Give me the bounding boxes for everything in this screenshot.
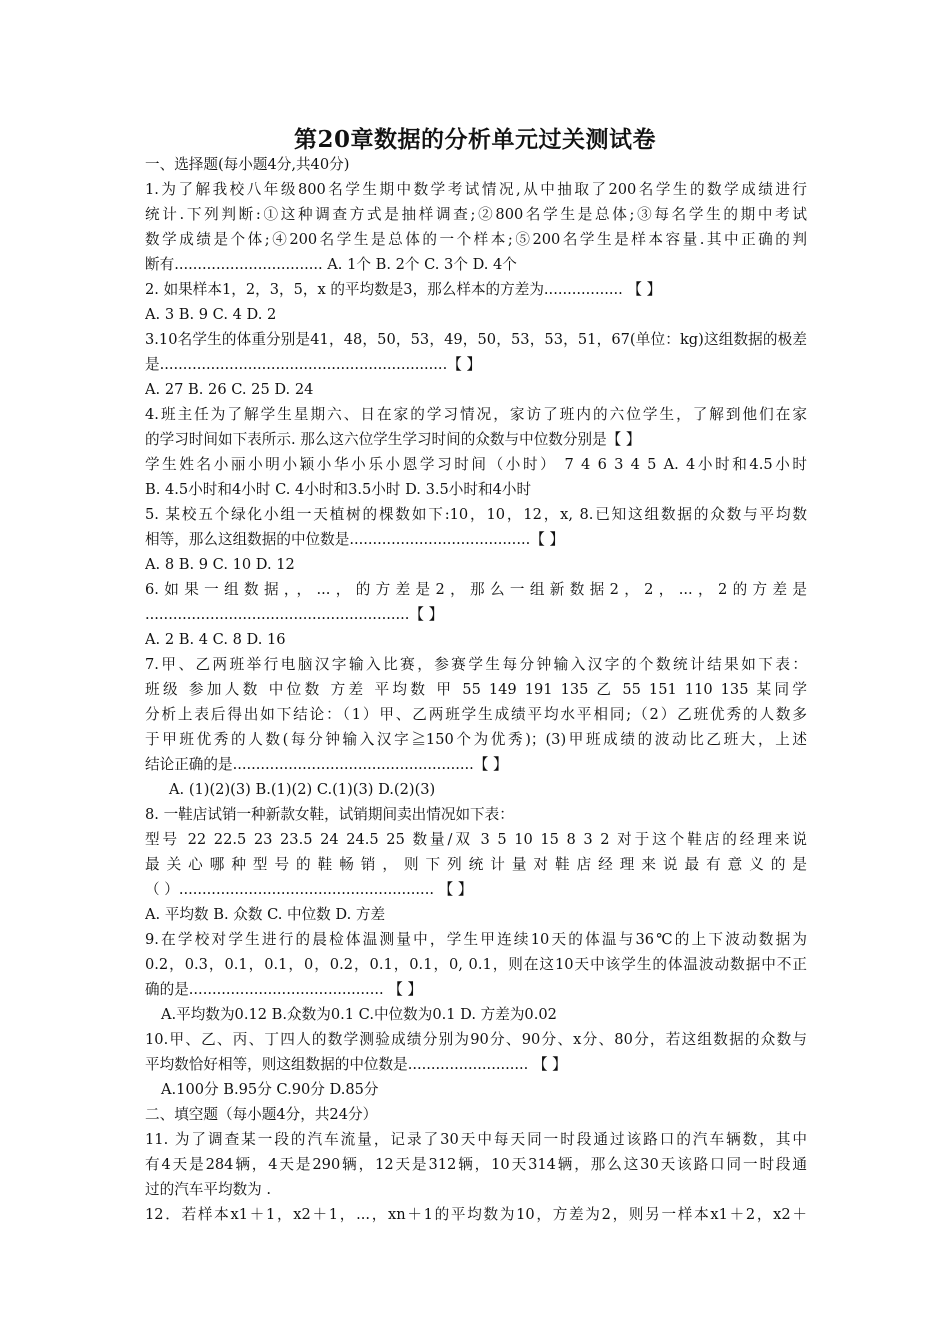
question-7-text: 7.甲、乙两班举行电脑汉字输入比赛，参赛学生每分钟输入汉字的个数统计结果如下表： — [145, 656, 807, 673]
question-6-text: 6.如果一组数据，，...，的方差是2，那么一组新数据2，2，...，2的方差是 — [145, 581, 807, 598]
question-8-text: 最关心哪种型号的鞋畅销，则下列统计量对鞋店经理来说最有意义的是 — [145, 856, 807, 873]
question-9-options: A.平均数为0.12 B.众数为0.1 C.中位数为0.1 D. 方差为0.02 — [161, 1006, 557, 1023]
question-1-text: 统计.下列判断:①这种调查方式是抽样调查;②800名学生是总体;③每名学生的期中考试 — [145, 206, 807, 223]
question-3-text: 是..............................................................【 】 — [145, 356, 482, 373]
question-8-table: 型号 22 22.5 23 23.5 24 24.5 25 数量/双 3 5 10 15 8 3 2 对于这个鞋店的经理来说 — [145, 831, 807, 848]
question-5-text: 相等，那么这组数据的中位数是.......................................【 】 — [145, 531, 565, 548]
question-7-text: 分析上表后得出如下结论：（1）甲、乙两班学生成绩平均水平相同;（2）乙班优秀的人数多 — [145, 706, 807, 723]
question-8-text: （ ）....................................................... 【 】 — [145, 881, 473, 898]
page-title: 第20章数据的分析单元过关测试卷 — [293, 126, 656, 153]
question-11-text: 11. 为了调查某一段的汽车流量，记录了30天中每天同一时段通过该路口的汽车辆数，其中 — [145, 1131, 807, 1148]
question-10-text: 平均数恰好相等，则这组数据的中位数是.......................... 【 】 — [145, 1056, 567, 1073]
question-4-table: 学生姓名小丽小明小颖小华小乐小恩学习时间（小时） 7 4 6 3 4 5 A. 4小时和4.5小时 — [145, 456, 807, 473]
question-7-text: 结论正确的是....................................................【 】 — [145, 756, 508, 773]
exam-content — [145, 152, 807, 1227]
question-8-text: 8. 一鞋店试销一种新款女鞋，试销期间卖出情况如下表： — [145, 806, 514, 823]
question-5-options: A. 8 B. 9 C. 10 D. 12 — [145, 556, 295, 573]
question-2-text: 2. 如果样本1，2，3，5，x 的平均数是3，那么样本的方差为................. 【 】 — [145, 281, 662, 298]
question-7-options: A. (1)(2)(3) B.(1)(2) C.(1)(3) D.(2)(3) — [169, 781, 436, 798]
question-12-text: 12．若样本x1＋1，x2＋1，...，xn＋1的平均数为10，方差为2，则另一样本x1＋2，x2＋ — [145, 1206, 807, 1223]
question-4-text: 的学习时间如下表所示. 那么这六位学生学习时间的众数与中位数分别是【 】 — [145, 431, 641, 448]
question-1-options: 断有................................ A. 1个 B. 2个 C. 3个 D. 4个 — [145, 256, 517, 273]
question-4-text: 4.班主任为了解学生星期六、日在家的学习情况，家访了班内的六位学生，了解到他们在家 — [145, 406, 807, 423]
section-heading: 一、选择题(每小题4分,共40分) — [145, 156, 350, 173]
question-9-text: 0.2，0.3，0.1，0.1，0，0.2，0.1，0.1，0, 0.1，则在这10天中该学生的体温波动数据中不正 — [145, 956, 807, 973]
question-3-options: A. 27 B. 26 C. 25 D. 24 — [145, 381, 314, 398]
question-2-options: A. 3 B. 9 C. 4 D. 2 — [145, 306, 277, 323]
question-9-text: 9.在学校对学生进行的晨检体温测量中，学生甲连续10天的体温与36℃的上下波动数据为 — [145, 931, 807, 948]
question-11-text: 过的汽车平均数为 . — [145, 1181, 272, 1198]
question-1-text: 数学成绩是个体;④200名学生是总体的一个样本;⑤200名学生是样本容量.其中正确的判 — [145, 231, 807, 248]
question-6-options: A. 2 B. 4 C. 8 D. 16 — [145, 631, 286, 648]
question-10-text: 10.甲、乙、丙、丁四人的数学测验成绩分别为90分、90分、x分、80分，若这组数据的众数与 — [145, 1031, 807, 1048]
question-1-text: 1.为了解我校八年级800名学生期中数学考试情况,从中抽取了200名学生的数学成绩进行 — [145, 181, 807, 198]
question-6-text: .........................................................【 】 — [145, 606, 444, 623]
question-9-text: 确的是.......................................... 【 】 — [145, 981, 423, 998]
question-7-text: 于甲班优秀的人数(每分钟输入汉字≧150个为优秀)；(3)甲班成绩的波动比乙班大，上述 — [145, 731, 807, 748]
question-8-options: A. 平均数 B. 众数 C. 中位数 D. 方差 — [145, 906, 386, 923]
question-3-text: 3.10名学生的体重分别是41，48，50，53，49，50，53，53，51，67(单位：kg)这组数据的极差 — [145, 331, 807, 348]
question-5-text: 5. 某校五个绿化小组一天植树的棵数如下:10，10，12，x, 8.已知这组数据的众数与平均数 — [145, 506, 807, 523]
section-heading: 二、填空题（每小题4分，共24分） — [145, 1106, 378, 1123]
question-4-options: B. 4.5小时和4小时 C. 4小时和3.5小时 D. 3.5小时和4小时 — [145, 481, 532, 498]
question-7-table: 班级 参加人数 中位数 方差 平均数 甲 55 149 191 135 乙 55 151 110 135 某同学 — [145, 681, 807, 698]
question-10-options: A.100分 B.95分 C.90分 D.85分 — [161, 1081, 379, 1098]
question-11-text: 有4天是284辆，4天是290辆，12天是312辆，10天314辆，那么这30天该路口同一时段通 — [145, 1156, 807, 1173]
